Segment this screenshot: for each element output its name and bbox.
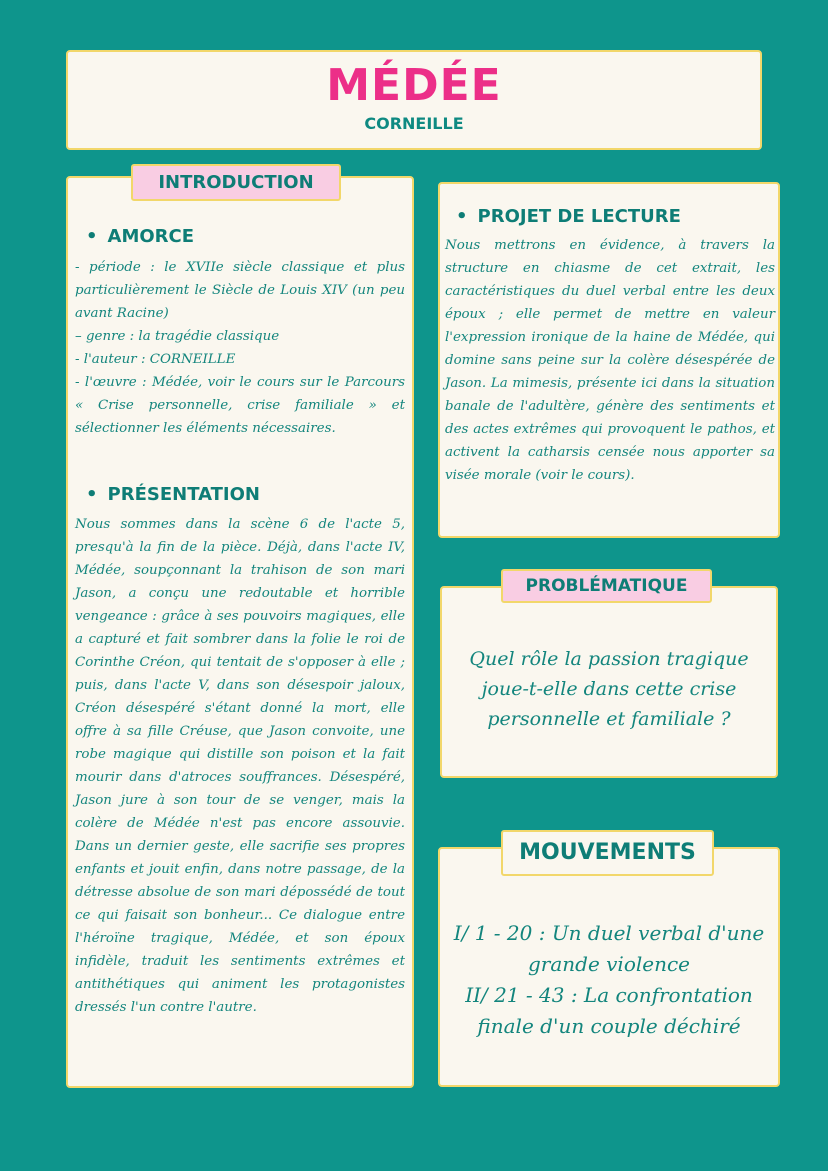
mouvements-list <box>448 918 770 1042</box>
presentation-text: Nous sommes dans la scène 6 de l'acte 5, presqu'à la fin de la pièce. Déjà, dans l'acte IV, Médée, soupçonnant la trahison de son mari Jason, a conçu une redoutable et horrible vengeance : grâce à ses pouvoirs magiques, elle a capturé et fait sombrer dans la folie le roi de Corinthe Créon, qui tentait de s'opposer à elle ; puis, dans l'acte V, dans son désespoir jaloux, Créon désespéré s'étant donné la mort, elle offre à sa fille Créuse, que Jason convoite, une robe magique qui distille son poison et la fait mourir dans d'atroces souffrances. Désespéré, Jason jure à son tour de se venger, mais la colère de Médée n'est pas encore assouvie. Dans un dernier geste, elle sacrifie ses propres enfants et jouit enfin, dans notre passage, de la détresse absolue de son mari dépossédé de tout ce qui faisait son bonheur... Ce dialogue entre l'héroïne tragique, Médée, et son époux infidèle, traduit les sentiments extrêmes et antithétiques qui animent les protagonistes dressés l'un contre l'autre. <box>75 517 405 1015</box>
presentation-heading <box>86 484 260 505</box>
page-title: MÉDÉE <box>326 60 502 111</box>
title-card <box>66 50 762 150</box>
projet-heading-text: PROJET DE LECTURE <box>477 206 681 227</box>
amorce-line-work: - l'œuvre : Médée, voir le cours sur le Parcours « Crise personnelle, crise familiale » et sélectionner les éléments nécessaires. <box>75 375 405 436</box>
mouvement-item-1: I/ 1 - 20 : Un duel verbal d'une grande violence <box>453 921 765 976</box>
mouvement-item-2: II/ 21 - 43 : La confrontation finale d'un couple déchiré <box>465 983 753 1038</box>
projet-heading <box>456 206 681 227</box>
bullet-icon: • <box>86 226 98 247</box>
bullet-icon: • <box>456 206 468 227</box>
problematique-question: Quel rôle la passion tragique joue-t-elle dans cette crise personnelle et familiale ? <box>469 648 749 730</box>
amorce-line-genre: – genre : la tragédie classique <box>75 329 280 344</box>
amorce-heading <box>86 226 194 247</box>
bullet-icon: • <box>86 484 98 505</box>
amorce-heading-text: AMORCE <box>107 226 195 247</box>
problematique-label: PROBLÉMATIQUE <box>501 569 712 603</box>
amorce-line-author: - l'auteur : CORNEILLE <box>75 352 236 367</box>
presentation-heading-text: PRÉSENTATION <box>107 484 260 505</box>
amorce-line-period: - période : le XVIIe siècle classique et plus particulièrement le Siècle de Louis XIV (un peu avant Racine) <box>75 260 405 321</box>
mouvements-label: MOUVEMENTS <box>501 830 714 876</box>
introduction-label: INTRODUCTION <box>131 164 341 201</box>
projet-text: Nous mettrons en évidence, à travers la structure en chiasme de cet extrait, les caractéristiques du duel verbal entre les deux époux ; elle permet de mettre en valeur l'expression ironique de la haine de Médée, qui domine sans peine sur la colère désespérée de Jason. La mimesis, présente ici dans la situation banale de l'adultère, génère des sentiments et des actes extrêmes qui provoquent le pathos, et activent la catharsis censée nous apporter sa visée morale (voir le cours). <box>445 238 775 483</box>
page-subtitle: CORNEILLE <box>364 114 464 133</box>
amorce-text <box>75 256 405 440</box>
